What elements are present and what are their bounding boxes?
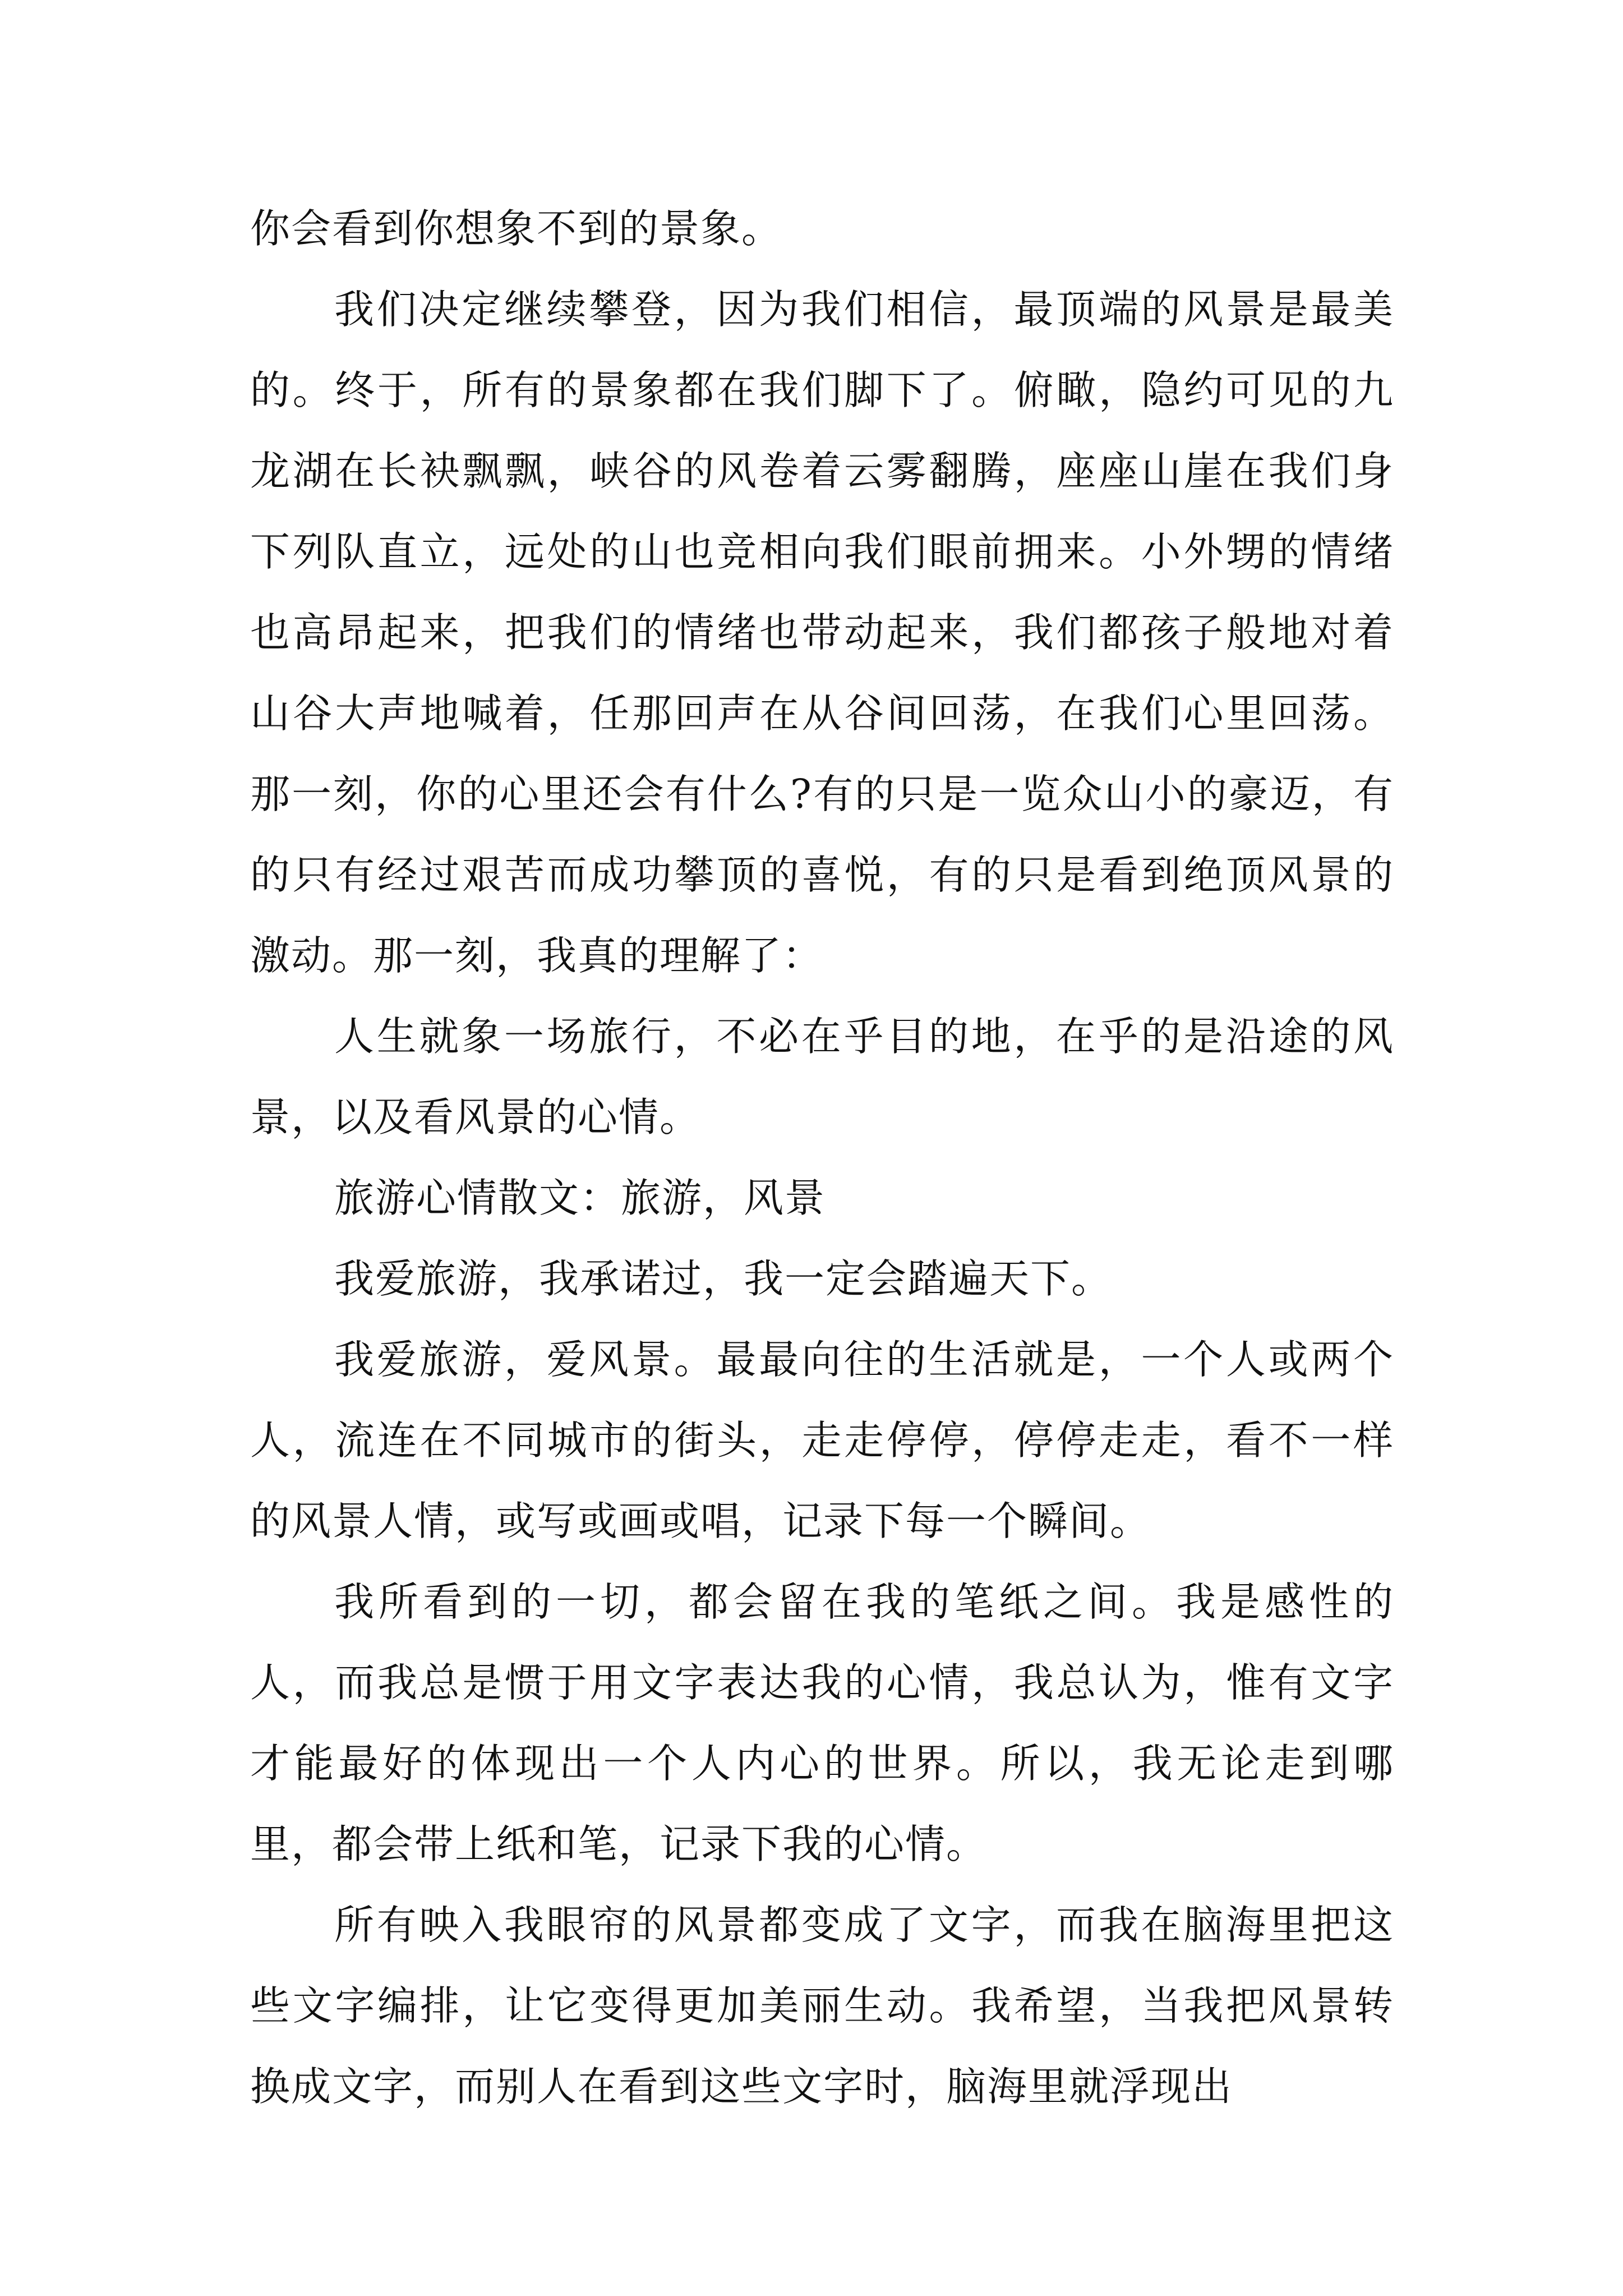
paragraph-promise: 我爱旅游，我承诺过，我一定会踏遍天下。 — [334, 1255, 1113, 1302]
paragraph-words: 所有映入我眼帘的风景都变成了文字，而我在脑海里把这些文字编排，让它变得更加美丽生动。我希望，当我把风景转换成文字，而别人在看到这些文字时，脑海里就浮现出 — [250, 1902, 1394, 2110]
paragraph-summit: 我们决定继续攀登，因为我们相信，最顶端的风景是最美的。终于，所有的景象都在我们脚下了。俯瞰，隐约可见的九龙湖在长袂飘飘，峡谷的风卷着云雾翻腾，座座山崖在我们身下列队直立，远处的山也竞相向我们眼前拥来。小外甥的情绪也高昂起来，把我们的情绪也带动起来，我们都孩子般地对着山谷大声地喊着，任那回声在从谷间回荡，在我们心里回荡。那一刻，你的心里还会有什么?有的只是一览众山小的豪迈，有的只有经过艰苦而成功攀顶的喜悦，有的只是看到绝顶风景的激动。那一刻，我真的理解了： — [250, 286, 1394, 979]
body-text — [250, 188, 1394, 2127]
paragraph-pen-paper: 我所看到的一切，都会留在我的笔纸之间。我是感性的人，而我总是惯于用文字表达我的心情，我总认为，惟有文字才能最好的体现出一个人内心的世界。所以，我无论走到哪里，都会带上纸和笔，记录下我的心情。 — [250, 1579, 1394, 1867]
paragraph-love-scenery: 我爱旅游，爱风景。最最向往的生活就是，一个人或两个人，流连在不同城市的街头，走走停停，停停走走，看不一样的风景人情，或写或画或唱，记录下每一个瞬间。 — [250, 1336, 1394, 1544]
section-heading: 旅游心情散文：旅游，风景 — [334, 1175, 826, 1221]
paragraph-continuation: 你会看到你想象不到的景象。 — [250, 205, 783, 252]
paragraph-life-journey: 人生就象一场旅行，不必在乎目的地，在乎的是沿途的风景，以及看风景的心情。 — [250, 1013, 1394, 1140]
